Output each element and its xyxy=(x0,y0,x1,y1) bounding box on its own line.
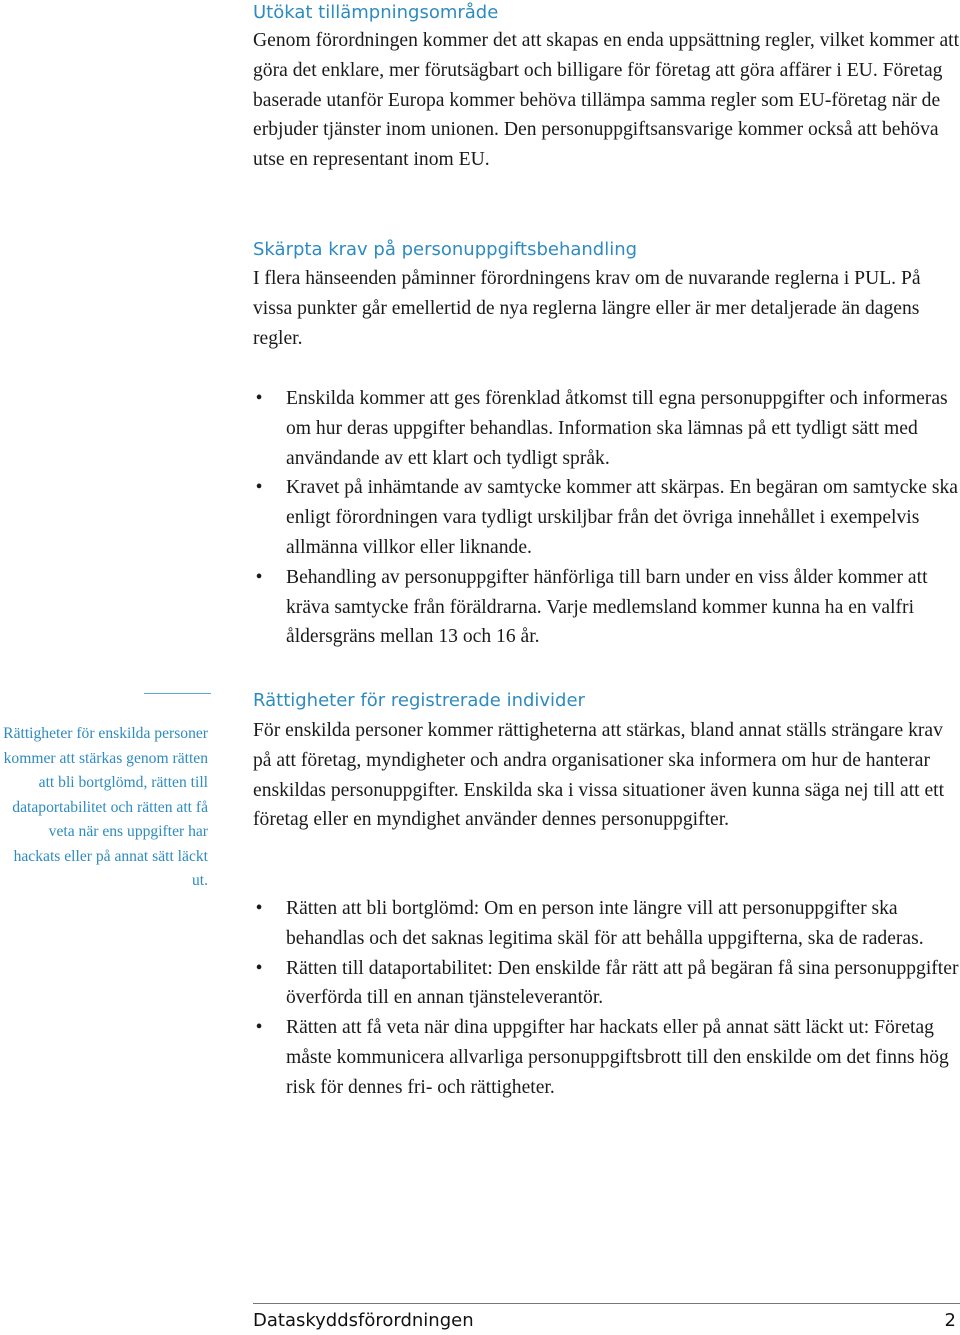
list-item xyxy=(253,894,960,954)
section-body-scope: Genom förordningen kommer det att skapas en enda uppsättning regler, vilket kommer att göra det enklare, mer förutsägbart och billigare för företag att göra affärer i EU. Företag baserade utanför Europa kommer behöva tillämpa samma regler som EU-företag när de erbjuder tjänster inom unionen. Den personuppgiftsansvarige kommer också att behöva utse en representant inom EU. xyxy=(253,30,960,171)
bullet-icon: • xyxy=(255,566,263,588)
list-item xyxy=(253,563,960,652)
sidebar-divider xyxy=(144,693,211,694)
bullet-icon: • xyxy=(255,388,263,409)
list-item-text: Rätten att bli bortglömd: Om en person inte längre vill att personuppgifter ska behandlas och det saknas legitima skäl för att behålla uppgifterna, ska de raderas. xyxy=(286,898,924,949)
footer-document-title: Dataskyddsförordningen xyxy=(253,1310,474,1331)
section-heading-requirements: Skärpta krav på personuppgiftsbehandling xyxy=(253,239,638,260)
bullet-list-requirements xyxy=(253,384,960,652)
list-item-text: Rätten till dataportabilitet: Den enskilde får rätt att på begäran få sina personuppgifter överförda till en annan tjänsteleverantör. xyxy=(286,957,959,1009)
section-body-rights: För enskilda personer kommer rättigheterna att stärkas, bland annat ställs strängare krav på att företag, myndigheter och andra organisationer ska informera om hur de hanterar enskildas personuppgifter. Enskilda ska i vissa situationer även kunna säga nej till att ett företag eller en myndighet använder dennes personuppgifter. xyxy=(253,720,945,831)
section-heading-scope: Utökat tillämpningsområde xyxy=(253,2,499,23)
list-item xyxy=(253,1013,960,1102)
list-item-text: Rätten att få veta när dina uppgifter har hackats eller på annat sätt läckt ut: Företag måste kommunicera allvarliga personuppgiftsbrott till den enskilde om det finns hög risk för dennes fri- och rättigheter. xyxy=(286,1017,949,1098)
bullet-icon: • xyxy=(255,898,263,919)
list-item xyxy=(253,473,960,562)
section-body-requirements: I flera hänseenden påminner förordningens krav om de nuvarande reglerna i PUL. På vissa punkter går emellertid de nya reglerna längre eller är mer detaljerade än dagens regler. xyxy=(253,268,921,349)
list-item-text: Behandling av personuppgifter hänförliga till barn under en viss ålder kommer att kräva samtycke från föräldrarna. Varje medlemsland kommer kunna ha en valfri åldersgräns mellan 13 och 16 år. xyxy=(286,566,928,648)
bullet-icon: • xyxy=(255,1017,263,1039)
list-item-text: Kravet på inhämtande av samtycke kommer att skärpas. En begäran om samtycke ska enligt förordningen vara tydligt urskiljbar från det övriga innehållet i exempelvis allmänna villkor eller liknande. xyxy=(286,477,958,558)
bullet-icon: • xyxy=(255,477,263,499)
section-heading-rights: Rättigheter för registrerade individer xyxy=(253,690,585,711)
list-item-text: Enskilda kommer att ges förenklad åtkomst till egna personuppgifter och informeras om hur deras uppgifter behandlas. Information ska lämnas på ett tydligt sätt med användande av ett klart och tydligt språk. xyxy=(286,388,948,469)
bullet-icon: • xyxy=(255,957,263,979)
bullet-list-rights xyxy=(253,894,960,1103)
sidebar-pull-quote: Rättigheter för enskilda personer kommer att stärkas genom rätten att bli bortglömd, rätten till dataportabilitet och rätten att få veta när ens uppgifter har hackats eller på annat sätt läckt ut. xyxy=(3,725,208,889)
list-item xyxy=(253,384,960,473)
footer-divider xyxy=(253,1303,960,1304)
list-item xyxy=(253,954,960,1014)
footer-page-number: 2 xyxy=(944,1310,956,1331)
